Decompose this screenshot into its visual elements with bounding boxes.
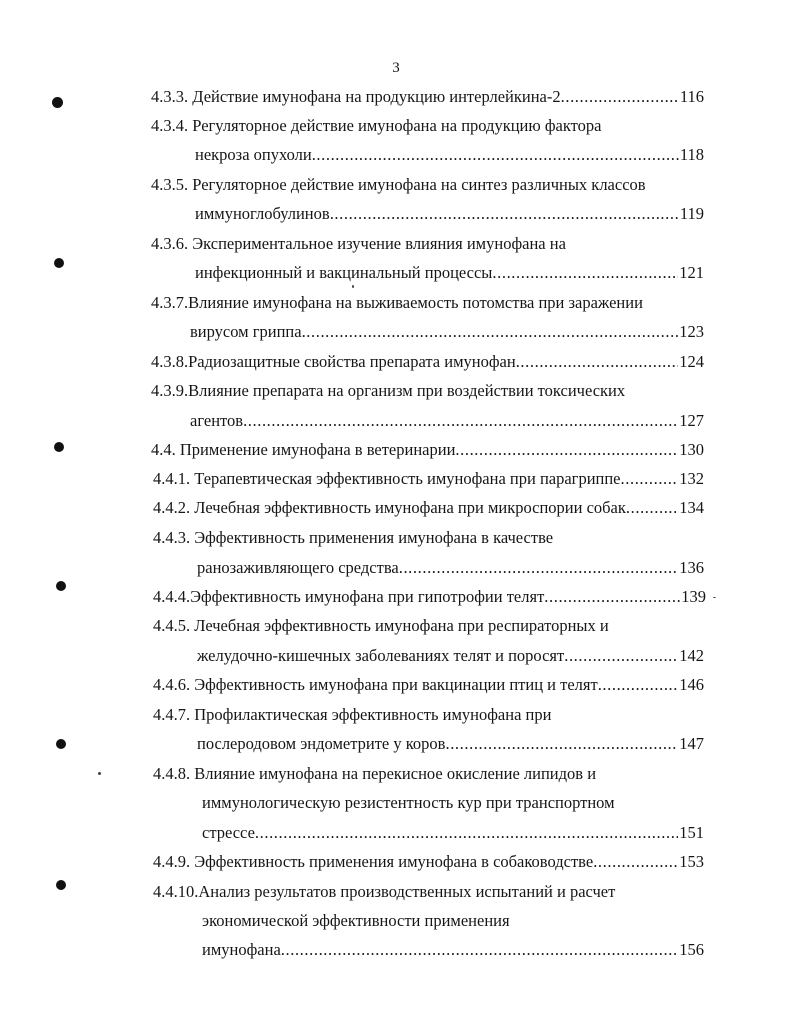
toc-page-number: 118 xyxy=(679,145,704,164)
dot-leader xyxy=(302,320,679,344)
dot-leader xyxy=(492,261,678,285)
toc-entry-title: 4.4.7. Профилактическая эффективность имунофана при xyxy=(153,705,552,724)
punch-hole-mark xyxy=(54,258,64,268)
toc-entry-continuation xyxy=(202,909,510,933)
toc-page-number: 119 xyxy=(679,204,704,223)
toc-page-number: 153 xyxy=(679,852,704,871)
dot-leader xyxy=(561,85,679,109)
toc-entry-heading xyxy=(153,880,615,904)
toc-entry-title: 4.4. Применение имунофана в ветеринарии xyxy=(151,440,456,459)
dot-leader xyxy=(593,850,678,874)
dot-leader xyxy=(544,585,680,609)
toc-page-number: 146 xyxy=(679,675,704,694)
toc-entry-title-continued: вирусом гриппа xyxy=(190,322,302,341)
dot-leader xyxy=(255,821,678,845)
toc-entry-title: 4.4.10.Анализ результатов производственных испытаний и расчет xyxy=(153,882,616,901)
dot-leader xyxy=(243,409,678,433)
punch-hole-mark xyxy=(56,739,66,749)
toc-entry-title-continued: иммунологическую резистентность кур при транспортном xyxy=(202,793,615,812)
toc-entry-heading xyxy=(153,614,609,638)
toc-entry-heading xyxy=(153,703,551,727)
dot-leader xyxy=(516,350,679,374)
toc-entry-title-continued: желудочно-кишечных заболеваниях телят и поросят xyxy=(197,646,565,665)
toc-entry xyxy=(151,350,704,374)
toc-entry-continuation xyxy=(197,644,704,668)
toc-entry-title-continued: ранозаживляющего средства xyxy=(197,558,399,577)
toc-entry-title: 4.3.5. Регуляторное действие имунофана на синтез различных классов xyxy=(151,175,646,194)
toc-page-number: 124 xyxy=(679,352,704,371)
toc-entry-title: 4.3.6. Экспериментальное изучение влияния имунофана на xyxy=(151,234,566,253)
dot-leader xyxy=(330,202,679,226)
toc-entry-continuation xyxy=(202,938,704,962)
toc-entry-title-continued: имунофана xyxy=(202,940,281,959)
toc-entry-title: 4.4.4.Эффективность имунофана при гипотрофии телят xyxy=(153,587,545,606)
toc-entry-heading xyxy=(151,114,601,138)
dot-leader xyxy=(281,938,678,962)
toc-entry xyxy=(151,85,704,109)
toc-entry-heading xyxy=(153,526,553,550)
toc-entry-continuation xyxy=(197,556,704,580)
dot-leader xyxy=(445,732,678,756)
toc-entry-heading xyxy=(151,173,646,197)
toc-entry-continuation xyxy=(195,143,704,167)
toc-page-number: 130 xyxy=(679,440,704,459)
dot-leader xyxy=(455,438,678,462)
toc-page-number: 139 xyxy=(681,587,706,606)
dot-leader xyxy=(564,644,678,668)
punch-hole-mark xyxy=(56,581,66,591)
toc-entry-title-continued: некроза опухоли xyxy=(195,145,312,164)
toc-page-number: 134 xyxy=(679,498,704,517)
toc-entry-title: 4.4.8. Влияние имунофана на перекисное окисление липидов и xyxy=(153,764,597,783)
toc-entry xyxy=(153,467,704,491)
toc-entry-heading xyxy=(151,379,625,403)
toc-page-number: 136 xyxy=(679,558,704,577)
toc-entry-title-continued: стрессе xyxy=(202,823,255,842)
toc-entry xyxy=(153,585,706,609)
toc-entry-title-continued: экономической эффективности применения xyxy=(202,911,510,930)
toc-entry-title: 4.4.1. Терапевтическая эффективность имунофана при парагриппе xyxy=(153,469,621,488)
toc-page-number: 132 xyxy=(679,469,704,488)
punch-hole-mark xyxy=(54,442,64,452)
toc-page-number: 121 xyxy=(679,263,704,282)
toc-entry-continuation xyxy=(197,732,704,756)
toc-entry-title: 4.4.2. Лечебная эффективность имунофана при микроспории собак xyxy=(153,498,626,517)
toc-entry-continuation xyxy=(190,320,704,344)
toc-entry xyxy=(153,850,704,874)
toc-entry-continuation xyxy=(195,261,704,285)
toc-entry-title: 4.3.7.Влияние имунофана на выживаемость потомства при заражении xyxy=(151,293,643,312)
toc-entry-title-continued: послеродовом эндометрите у коров xyxy=(197,734,446,753)
toc-entry-continuation xyxy=(202,791,615,815)
dot-leader xyxy=(399,556,679,580)
toc-page-number: 123 xyxy=(679,322,704,341)
toc-entry-title: 4.3.4. Регуляторное действие имунофана на продукцию фактора xyxy=(151,116,602,135)
toc-entry-heading xyxy=(153,762,596,786)
toc-entry-title-continued: иммуноглобулинов xyxy=(195,204,330,223)
dot-leader xyxy=(626,496,678,520)
toc-page-number: 156 xyxy=(679,940,704,959)
dot-leader xyxy=(598,673,679,697)
toc-entry xyxy=(153,496,704,520)
toc-entry-heading xyxy=(151,291,643,315)
scan-speck xyxy=(98,772,101,775)
toc-entry-title: 4.4.5. Лечебная эффективность имунофана при респираторных и xyxy=(153,616,609,635)
scan-speck xyxy=(352,285,354,288)
toc-page-number: 116 xyxy=(679,87,704,106)
toc-entry xyxy=(151,438,704,462)
toc-entry-title: 4.3.3. Действие имунофана на продукцию интерлейкина-2 xyxy=(151,87,561,106)
scan-speck xyxy=(713,597,716,598)
toc-entry-title: 4.3.8.Радиозащитные свойства препарата имунофан xyxy=(151,352,516,371)
toc-entry-title: 4.4.6. Эффективность имунофана при вакцинации птиц и телят xyxy=(153,675,598,694)
toc-entry-continuation xyxy=(190,409,704,433)
toc-page-number: 142 xyxy=(679,646,704,665)
toc-page-number: 151 xyxy=(679,823,704,842)
toc-entry xyxy=(153,673,704,697)
dot-leader xyxy=(312,143,679,167)
toc-page-number: 127 xyxy=(679,411,704,430)
punch-hole-mark xyxy=(52,97,63,108)
toc-entry-title: 4.4.9. Эффективность применения имунофана в собаководстве xyxy=(153,852,594,871)
toc-page-number: 147 xyxy=(679,734,704,753)
page-number: 3 xyxy=(392,60,400,76)
toc-entry-title-continued: агентов xyxy=(190,411,244,430)
toc-entry-continuation xyxy=(202,821,704,845)
toc-entry-title: 4.4.3. Эффективность применения имунофана в качестве xyxy=(153,528,554,547)
punch-hole-mark xyxy=(56,880,66,890)
dot-leader xyxy=(621,467,679,491)
toc-entry-continuation xyxy=(195,202,704,226)
toc-entry-title-continued: инфекционный и вакцинальный процессы xyxy=(195,263,493,282)
toc-entry-title: 4.3.9.Влияние препарата на организм при воздействии токсических xyxy=(151,381,626,400)
toc-entry-heading xyxy=(151,232,566,256)
